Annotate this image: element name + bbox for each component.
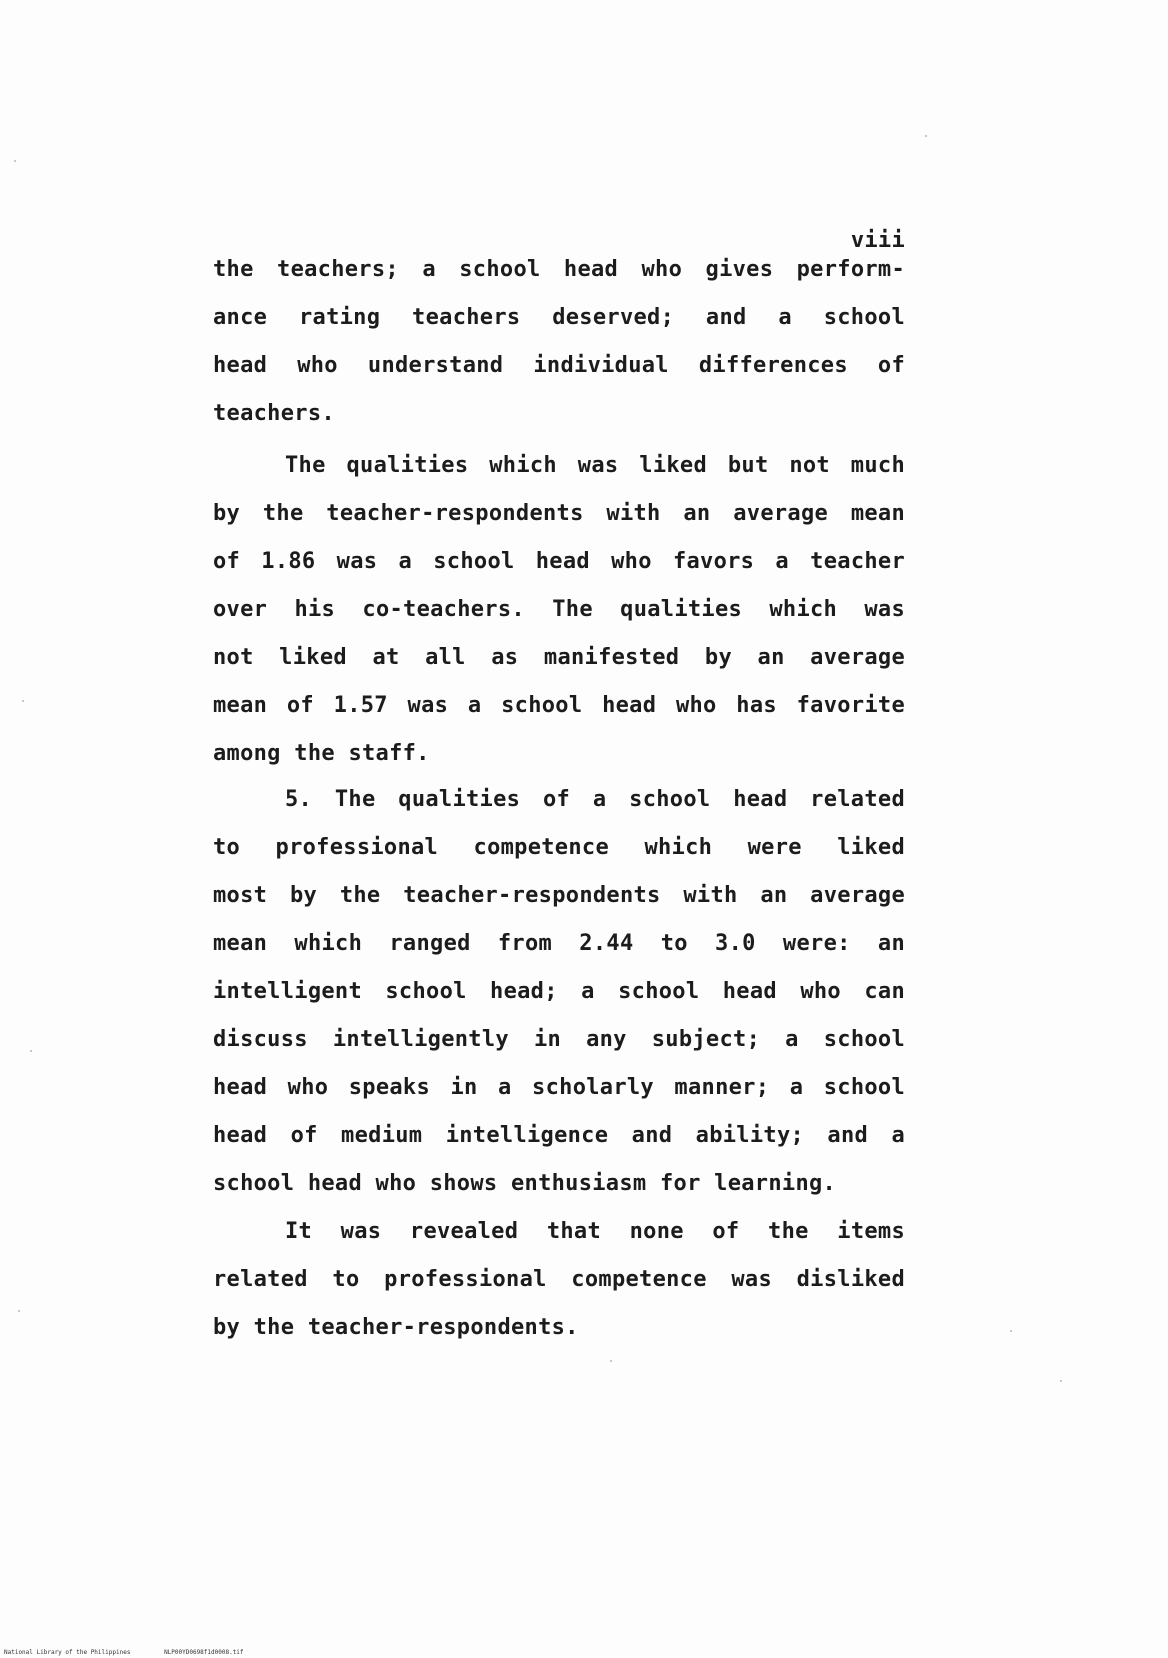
text-line: head who understand individual differences of <box>213 353 905 378</box>
paragraph-4 <box>213 1208 905 1352</box>
text-line: mean of 1.57 was a school head who has favorite <box>213 693 905 718</box>
text-line: the teachers; a school head who gives perform- <box>213 257 905 282</box>
text-line: head of medium intelligence and ability; and a <box>213 1123 905 1148</box>
text-line: discuss intelligently in any subject; a school <box>213 1027 905 1052</box>
text-line: intelligent school head; a school head who can <box>213 979 905 1004</box>
scan-speckle <box>1060 1380 1062 1382</box>
text-line: school head who shows enthusiasm for learning. <box>213 1171 837 1196</box>
scan-speckle <box>30 1050 32 1052</box>
paragraph-1 <box>213 246 905 438</box>
scan-speckle <box>18 1310 20 1312</box>
text-line: not liked at all as manifested by an average <box>213 645 905 670</box>
text-line: among the staff. <box>213 741 430 766</box>
text-line: 5. The qualities of a school head related <box>285 787 905 812</box>
scan-speckle <box>22 700 24 702</box>
text-line: by the teacher-respondents. <box>213 1315 579 1340</box>
text-line: over his co-teachers. The qualities which was <box>213 597 905 622</box>
footer-library: National Library of the Philippines <box>4 1649 131 1656</box>
page-number: viii <box>850 228 905 253</box>
scan-footer <box>4 1649 274 1656</box>
scan-speckle <box>610 1360 612 1362</box>
text-line: to professional competence which were liked <box>213 835 905 860</box>
scan-speckle <box>14 160 16 162</box>
text-line: head who speaks in a scholarly manner; a school <box>213 1075 905 1100</box>
text-line: mean which ranged from 2.44 to 3.0 were: an <box>213 931 905 956</box>
text-line: most by the teacher-respondents with an average <box>213 883 905 908</box>
text-line: teachers. <box>213 401 335 426</box>
text-line: The qualities which was liked but not much <box>285 453 905 478</box>
scan-speckle <box>1010 1330 1012 1332</box>
paragraph-2 <box>213 442 905 778</box>
text-line: of 1.86 was a school head who favors a teacher <box>213 549 905 574</box>
text-line: ance rating teachers deserved; and a school <box>213 305 905 330</box>
text-line: It was revealed that none of the items <box>285 1219 905 1244</box>
footer-file: NLP00YD0698f1d0008.tif <box>164 1649 244 1656</box>
scan-speckle <box>925 135 927 137</box>
text-line: related to professional competence was disliked <box>213 1267 905 1292</box>
text-line: by the teacher-respondents with an average mean <box>213 501 905 526</box>
paragraph-3 <box>213 776 905 1208</box>
